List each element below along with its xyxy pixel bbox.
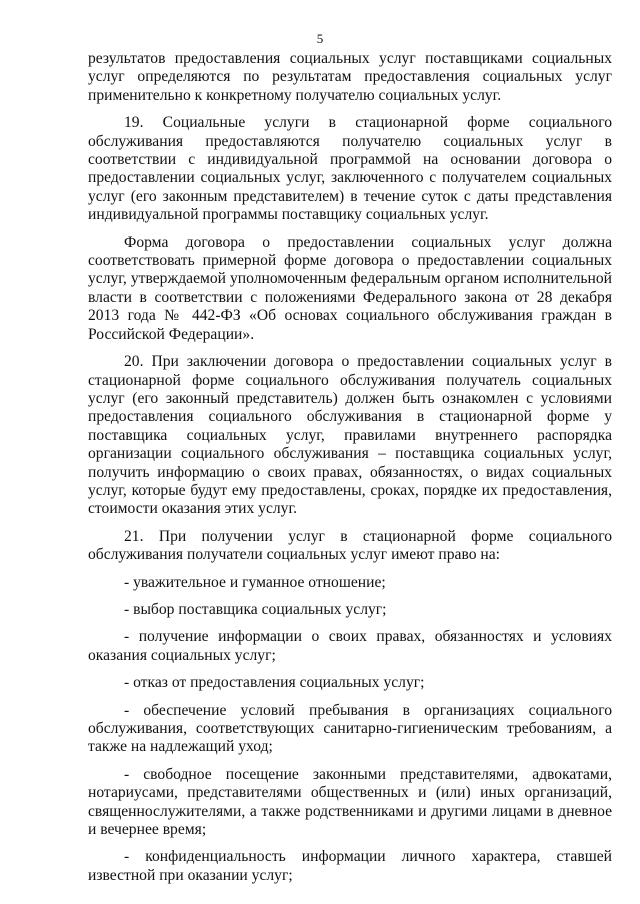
list-item-provider-choice: - выбор поставщика социальных услуг; xyxy=(124,600,387,618)
document-body xyxy=(88,50,612,894)
list-item-confidentiality: - конфиденциальность информации личного характера, ставшей известной при оказании услуг; xyxy=(88,848,612,884)
paragraph-contract-form: Форма договора о предоставлении социальных услуг должна соответствовать примерной форме договора о предоставлении социальных услуг, утверждаемой уполномоченным федеральным органом исполнительной власти в соответствии с положениями Федерального закона от 28 декабря 2013 года № 442-ФЗ «Об основах социального обслуживания граждан в Российской Федерации». xyxy=(88,233,612,343)
list-item-conditions: - обеспечение условий пребывания в организациях социального обслуживания, соответствующих санитарно-гигиеническим требованиям, а также на надлежащий уход; xyxy=(88,701,612,756)
paragraph-clause-19: 19. Социальные услуги в стационарной форме социального обслуживания предоставляются получателю социальных услуг в соответствии с индивидуальной программой на основании договора о предоставлении социальных услуг, заключенного с получателем социальных услуг (его законным представителем) в течение суток с даты представления индивидуальной программы поставщику социальных услуг. xyxy=(88,114,612,224)
paragraph-clause-21: 21. При получении услуг в стационарной форме социального обслуживания получатели социальных услуг имеют право на: xyxy=(88,527,612,564)
page-number: 5 xyxy=(316,31,324,46)
paragraph-continuation: результатов предоставления социальных услуг поставщиками социальных услуг определяются по результатам предоставления социальных услуг применительно к конкретному получателю социальных услуг. xyxy=(88,50,612,104)
list-item-visits: - свободное посещение законными представителями, адвокатами, нотариусами, представителями общественных и (или) иных организаций, священнослужителями, а также родственниками и другими лицами в дневное и вечернее время; xyxy=(88,765,612,839)
list-item-respect: - уважительное и гуманное отношение; xyxy=(124,573,386,591)
list-item-refusal: - отказ от предоставления социальных услуг; xyxy=(124,674,425,692)
list-item-information: - получение информации о своих правах, обязанностях и условиях оказания социальных услуг; xyxy=(88,628,612,664)
paragraph-clause-20: 20. При заключении договора о предоставлении социальных услуг в стационарной форме социального обслуживания получатель социальных услуг (его законный представитель) должен быть ознакомлен с условиями предоставления социального обслуживания в стационарной форме у поставщика социальных услуг, правилами внутреннего распорядка организации социального обслуживания – поставщика социальных услуг, получить информацию о своих правах, обязанностях, о видах социальных услуг, которые будут ему предоставлены, сроках, порядке их предоставления, стоимости оказания этих услуг. xyxy=(88,353,612,518)
